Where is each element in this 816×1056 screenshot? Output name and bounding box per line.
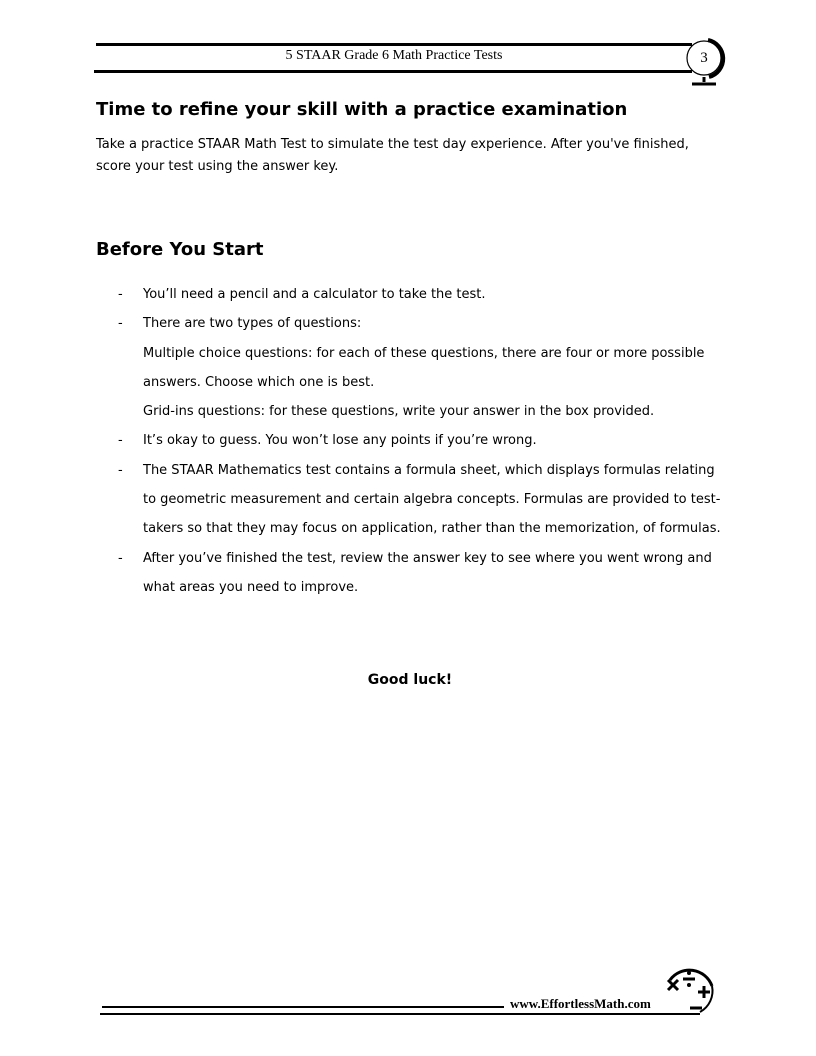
- page-number: 3: [700, 50, 708, 66]
- footer-website-link[interactable]: www.EffortlessMath.com: [510, 996, 651, 1011]
- bullet-dash: -: [118, 433, 123, 449]
- bullet-dash: -: [118, 550, 123, 566]
- math-symbols-logo-icon: [660, 964, 718, 1018]
- practice-intro: Take a practice STAAR Math Test to simulate the test day experience. After you've finished, score your test using the answer key.: [96, 137, 689, 174]
- multiple-choice-description: Multiple choice questions: for each of these questions, there are four or more possible answers. Choose which one is best.: [143, 345, 705, 390]
- header-title: 5 STAAR Grade 6 Math Practice Tests: [285, 48, 503, 63]
- page-content: [96, 96, 724, 692]
- footer-rule-bottom: [100, 1013, 700, 1015]
- list-item-text: The STAAR Mathematics test contains a formula sheet, which displays formulas relating to geometric measurement and certain algebra concepts. Formulas are provided to test-takers so that they may focus on application, rather than the memorization, of formulas.: [143, 462, 721, 537]
- list-item-text: There are two types of questions:: [143, 316, 362, 332]
- list-item: [96, 426, 724, 455]
- list-item-text: It’s okay to guess. You won’t lose any points if you’re wrong.: [143, 433, 537, 449]
- bullet-dash: -: [118, 462, 123, 478]
- list-item: [96, 280, 724, 309]
- list-item: [96, 309, 724, 426]
- bullet-dash: -: [118, 287, 123, 302]
- grid-ins-description: Grid-ins questions: for these questions, write your answer in the box provided.: [143, 404, 655, 420]
- list-item-text: After you’ve finished the test, review the answer key to see where you went wrong and what areas you need to improve.: [143, 550, 712, 595]
- instructions-list: [96, 280, 724, 602]
- bullet-dash: -: [118, 316, 123, 332]
- practice-heading: Time to refine your skill with a practice examination: [96, 99, 628, 120]
- header-rule-bottom: [94, 70, 692, 73]
- before-start-heading: Before You Start: [96, 239, 264, 260]
- list-item: [96, 544, 724, 603]
- list-item: [96, 456, 724, 544]
- good-luck-text: Good luck!: [367, 672, 453, 689]
- header-rule-top: [96, 43, 692, 46]
- list-item-text: You’ll need a pencil and a calculator to take the test.: [143, 287, 486, 302]
- footer-rule-top: [102, 1006, 504, 1008]
